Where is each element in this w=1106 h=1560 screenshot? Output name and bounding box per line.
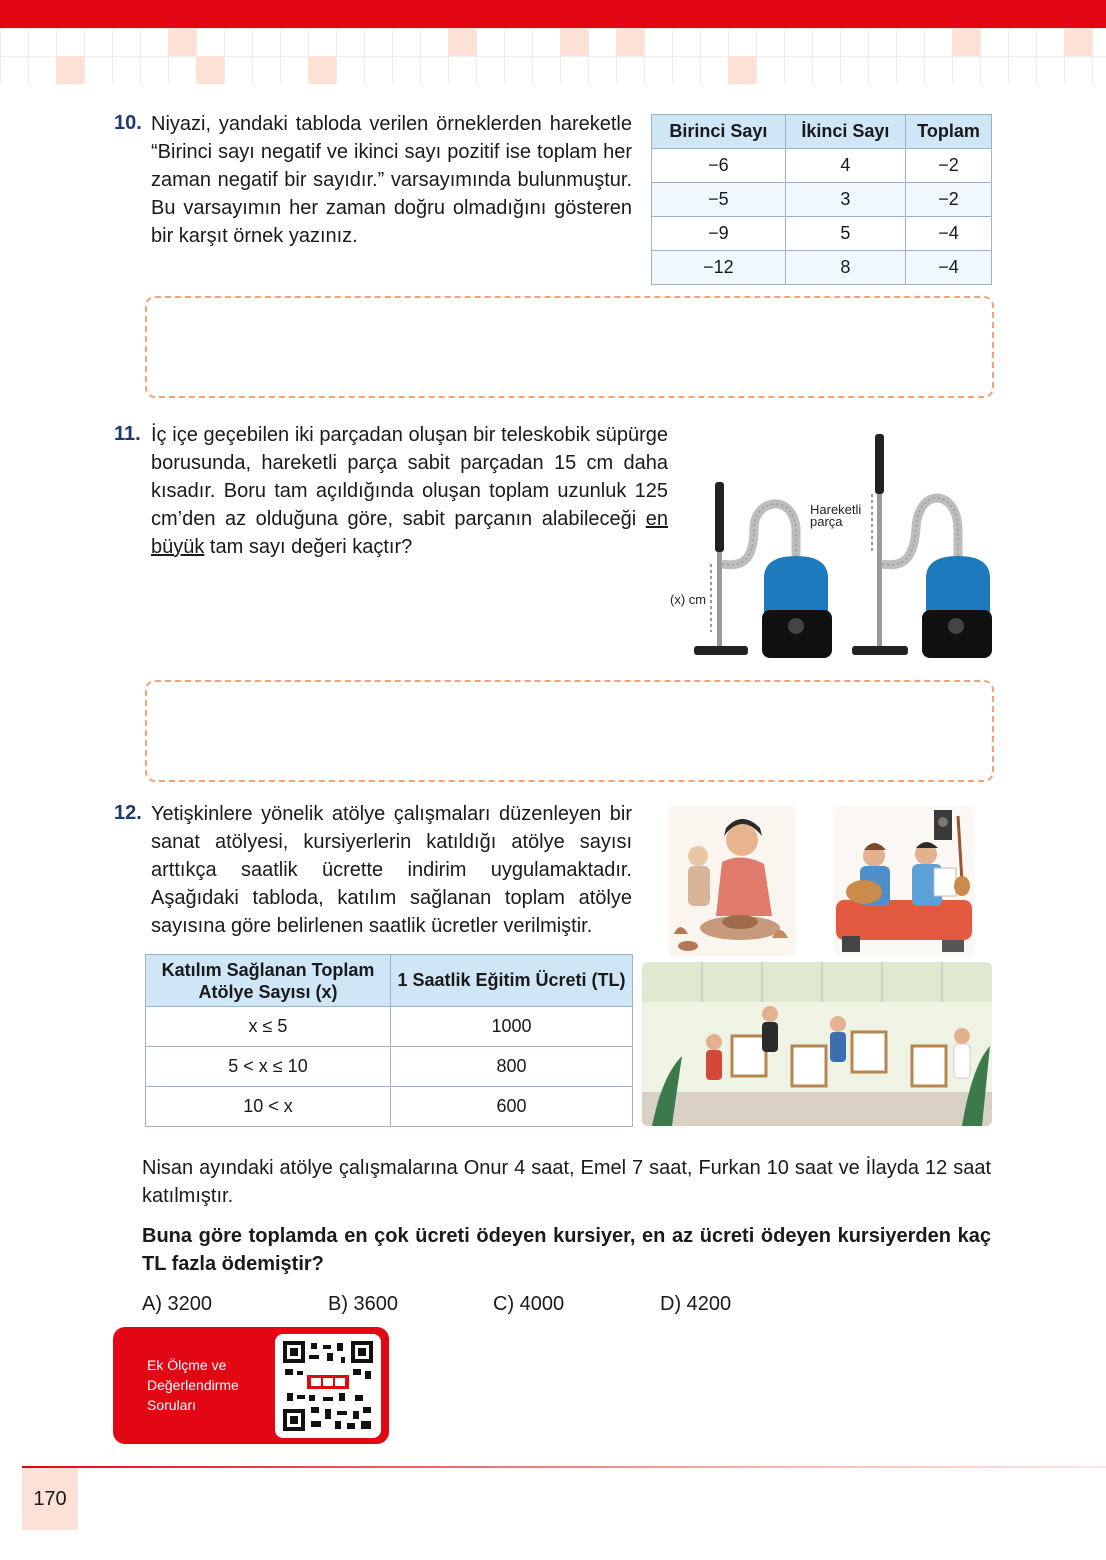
table-cell: −4 <box>906 217 992 251</box>
table-header-row <box>652 115 992 149</box>
qr-code-frame[interactable] <box>275 1334 381 1438</box>
figure-label-moving-1: Hareketli <box>810 502 862 517</box>
question-11-text-part2: tam sayı değeri kaçtır? <box>204 536 413 558</box>
option-a[interactable]: A) 3200 <box>142 1293 213 1315</box>
table-row <box>652 149 992 183</box>
option-b[interactable]: B) 3600 <box>328 1293 399 1315</box>
figure-label-moving-2: parça <box>810 514 843 529</box>
table-cell: 5 <box>785 217 905 251</box>
table-cell: −6 <box>652 149 786 183</box>
option-c[interactable]: C) 4000 <box>493 1293 565 1315</box>
question-11-underlined: en büyük <box>151 508 668 558</box>
table-row <box>652 183 992 217</box>
table-row <box>146 1047 633 1087</box>
qr-label-line: Soruları <box>147 1397 197 1413</box>
table-header-line: Katılım Sağlanan Toplam <box>161 959 375 980</box>
page-number: 170 <box>33 1488 67 1510</box>
table-header-cell: İkinci Sayı <box>785 115 905 149</box>
table-cell: −12 <box>652 251 786 285</box>
header-red-bar <box>0 0 1106 28</box>
table-row <box>146 1007 633 1047</box>
table-cell: 5 < x ≤ 10 <box>146 1047 391 1087</box>
footer-line <box>22 1466 1106 1468</box>
qr-label-line: Ek Ölçme ve <box>147 1357 227 1373</box>
answer-options <box>142 1293 842 1323</box>
table-cell: x ≤ 5 <box>146 1007 391 1047</box>
vacuum-cleaner-figure <box>664 428 1000 664</box>
table-row <box>652 217 992 251</box>
table-cell: 8 <box>785 251 905 285</box>
table-cell: 4 <box>785 149 905 183</box>
table-row <box>652 251 992 285</box>
music-studio-illustration <box>834 806 974 956</box>
option-d[interactable]: D) 4200 <box>660 1293 732 1315</box>
question-12-paragraph: Nisan ayındaki atölye çalışmalarına Onur 4 saat, Emel 7 saat, Furkan 10 saat ve İlayda 12 saat katılmıştır. <box>142 1157 991 1207</box>
question-12-text: Yetişkinlere yönelik atölye çalışmaları düzenleyen bir sanat atölyesi, kursiyerlerin katıldığı atölye sayısı arttıkça saatlik ücrette indirim uygulamaktadır. Aşağıdaki tabloda, katılım sağlanan toplam atölye sayısına göre belirlenen saatlik ücretler verilmiştir. <box>151 803 632 937</box>
header-grid-strip <box>0 28 1106 84</box>
question-12-prompt: Buna göre toplamda en çok ücreti ödeyen kursiyer, en az ücreti ödeyen kursiyerden kaç TL fazla ödemiştir? <box>142 1225 991 1275</box>
question-11-answer-area[interactable] <box>145 680 994 782</box>
question-11-text-part1: İç içe geçebilen iki parçadan oluşan bir teleskobik süpürge borusunda, hareketli parça sabit parçadan 15 cm daha kısadır. Boru tam açıldığında oluşan toplam uzunluk 125 cm’den az olduğuna göre, sabit parçanın alabileceği <box>151 424 668 530</box>
table-cell: −2 <box>906 149 992 183</box>
table-cell: 600 <box>391 1087 633 1127</box>
question-12-number: 12. <box>114 802 142 824</box>
table-cell: −5 <box>652 183 786 217</box>
table-row <box>146 1087 633 1127</box>
table-cell: −4 <box>906 251 992 285</box>
figure-label-x: (x) cm <box>670 592 707 607</box>
pottery-workshop-illustration <box>668 806 796 956</box>
table-header-line: Atölye Sayısı (x) <box>198 981 338 1002</box>
painting-workshop-illustration <box>642 962 992 1126</box>
table-cell: 1000 <box>391 1007 633 1047</box>
table-header-row <box>146 955 633 1007</box>
qr-label-line: Değerlendirme <box>147 1377 239 1393</box>
extra-questions-panel[interactable] <box>113 1327 389 1444</box>
table-header-cell <box>146 955 391 1007</box>
table-cell: −9 <box>652 217 786 251</box>
vacuum-cleaner-2-icon <box>852 434 992 658</box>
qr-code-icon <box>283 1341 373 1431</box>
question-10-table <box>651 114 992 285</box>
qr-panel-label <box>147 1355 257 1415</box>
question-11-text <box>151 421 668 561</box>
question-10-text: Niyazi, yandaki tabloda verilen örneklerden hareketle “Birinci sayı negatif ve ikinci sayı pozitif ise toplam her zaman negatif bir sayıdır.” varsayımında bulunmuştur. Bu varsayımın her zaman doğru olmadığını gösteren bir karşıt örnek yazınız. <box>151 113 632 247</box>
table-header-cell: Birinci Sayı <box>652 115 786 149</box>
table-header-cell: Toplam <box>906 115 992 149</box>
table-header-cell: 1 Saatlik Eğitim Ücreti (TL) <box>391 955 633 1007</box>
table-cell: 10 < x <box>146 1087 391 1127</box>
question-10-number: 10. <box>114 112 142 134</box>
table-cell: 3 <box>785 183 905 217</box>
page-number-box <box>22 1468 78 1530</box>
question-10-answer-area[interactable] <box>145 296 994 398</box>
table-cell: 800 <box>391 1047 633 1087</box>
question-11-number: 11. <box>114 423 141 445</box>
table-cell: −2 <box>906 183 992 217</box>
question-12-table <box>145 954 633 1127</box>
